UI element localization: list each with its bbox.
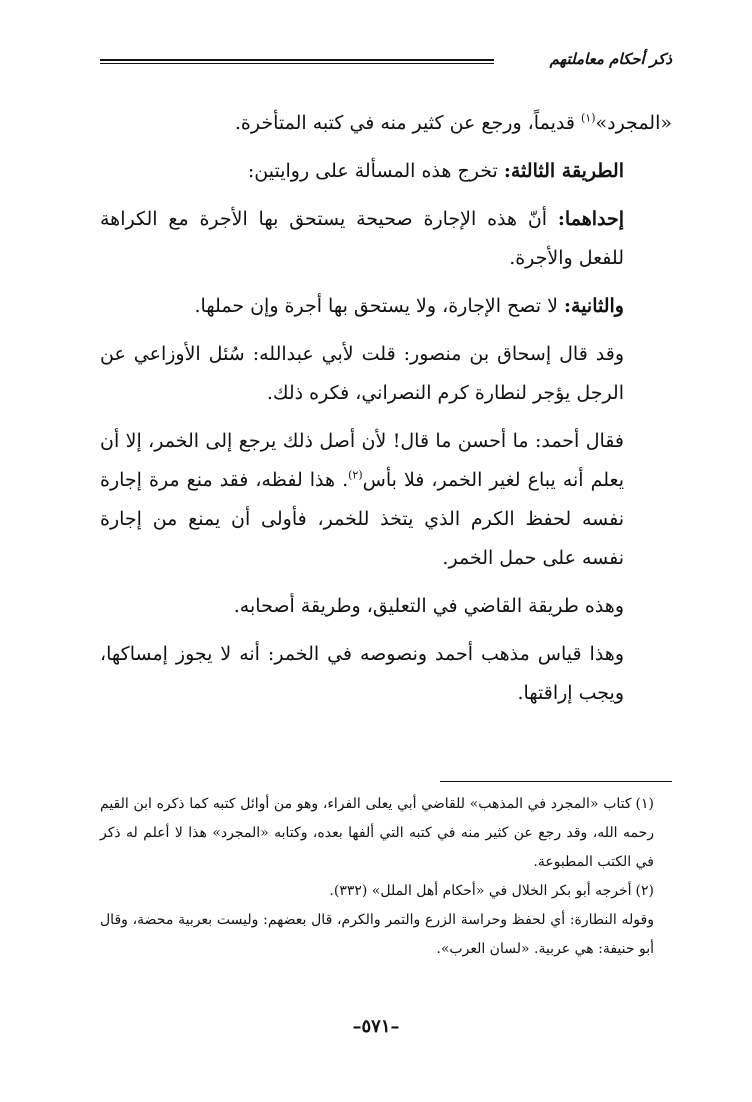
book-title-ref: «المجرد» — [595, 112, 672, 134]
footnote-separator — [440, 781, 672, 782]
footnote-2-continued — [100, 906, 672, 964]
footnote-number: (٢) — [635, 883, 654, 899]
paragraph-lead: والثانية: — [564, 295, 624, 317]
footnote-text: وقوله النطارة: أي لحفظ وحراسة الزرع والتمر والكرم، قال بعضهم: وليست بعربية محضة، وقال أبو حنيفة: هي عربية. «لسان العرب». — [100, 912, 654, 957]
main-text — [100, 104, 672, 722]
paragraph-5 — [100, 335, 672, 413]
footnote-2 — [100, 877, 672, 906]
paragraph-lead: الطريقة الثالثة: — [503, 160, 624, 182]
paragraph-8 — [100, 635, 672, 713]
paragraph-7 — [100, 587, 672, 626]
page-number: –٥٧١– — [352, 1016, 400, 1037]
paragraph-lead: إحداهما: — [557, 208, 624, 230]
paragraph-text: قديماً، ورجع عن كثير منه في كتبه المتأخرة. — [234, 112, 581, 134]
footnote-1 — [100, 790, 672, 877]
paragraph-text: وهذه طريقة القاضي في التعليق، وطريقة أصحابه. — [233, 595, 624, 617]
paragraph-text: فقال أحمد: ما أحسن ما قال! لأن أصل ذلك يرجع إلى الخمر، إلا أن يعلم أنه يباع لغير الخمر، فلا بأس — [100, 430, 624, 491]
paragraph-6 — [100, 422, 672, 578]
paragraph-3 — [100, 200, 672, 278]
footnote-ref-1[interactable]: (١) — [580, 111, 596, 125]
footnote-ref-2[interactable]: (٢) — [348, 468, 363, 482]
header-rule — [100, 59, 494, 64]
paragraph-2 — [100, 152, 672, 191]
footnotes — [100, 790, 672, 964]
footnote-text: أخرجه أبو بكر الخلال في «أحكام أهل الملل» (٣٣٢). — [329, 883, 632, 899]
paragraph-text: أنّ هذه الإجارة صحيحة يستحق بها الأجرة مع الكراهة للفعل والأجرة. — [100, 208, 624, 269]
paragraph-text: . هذا لفظه، فقد منع مرة إجارة نفسه لحفظ الكرم الذي يتخذ للخمر، فأولى أن يمنع من إجارة نفسه على حمل الخمر. — [100, 469, 624, 569]
footnote-text: كتاب «المجرد في المذهب» للقاضي أبي يعلى الفراء، وهو من أوائل كتبه كما ذكره ابن القيم رحمه الله، وقد رجع عن كثير منه في كتبه التي ألفها بعده، وكتابه «المجرد» هذا لا أعلم له ذكر في الكتب المطبوعة. — [100, 796, 654, 870]
running-title: ذكر أحكام معاملتهم — [549, 50, 672, 68]
paragraph-4 — [100, 287, 672, 326]
footnote-number: (١) — [635, 796, 654, 812]
paragraph-text: وقد قال إسحاق بن منصور: قلت لأبي عبدالله: سُئل الأوزاعي عن الرجل يؤجر لنطارة كرم النصراني، فكره ذلك. — [100, 343, 624, 404]
running-header — [100, 52, 672, 72]
paragraph-text: لا تصح الإجارة، ولا يستحق بها أجرة وإن حملها. — [194, 295, 564, 317]
paragraph-text: تخرج هذه المسألة على روايتين: — [247, 160, 504, 182]
paragraph-text: وهذا قياس مذهب أحمد ونصوصه في الخمر: أنه لا يجوز إمساكها، ويجب إراقتها. — [100, 643, 624, 704]
paragraph-1 — [100, 104, 672, 143]
